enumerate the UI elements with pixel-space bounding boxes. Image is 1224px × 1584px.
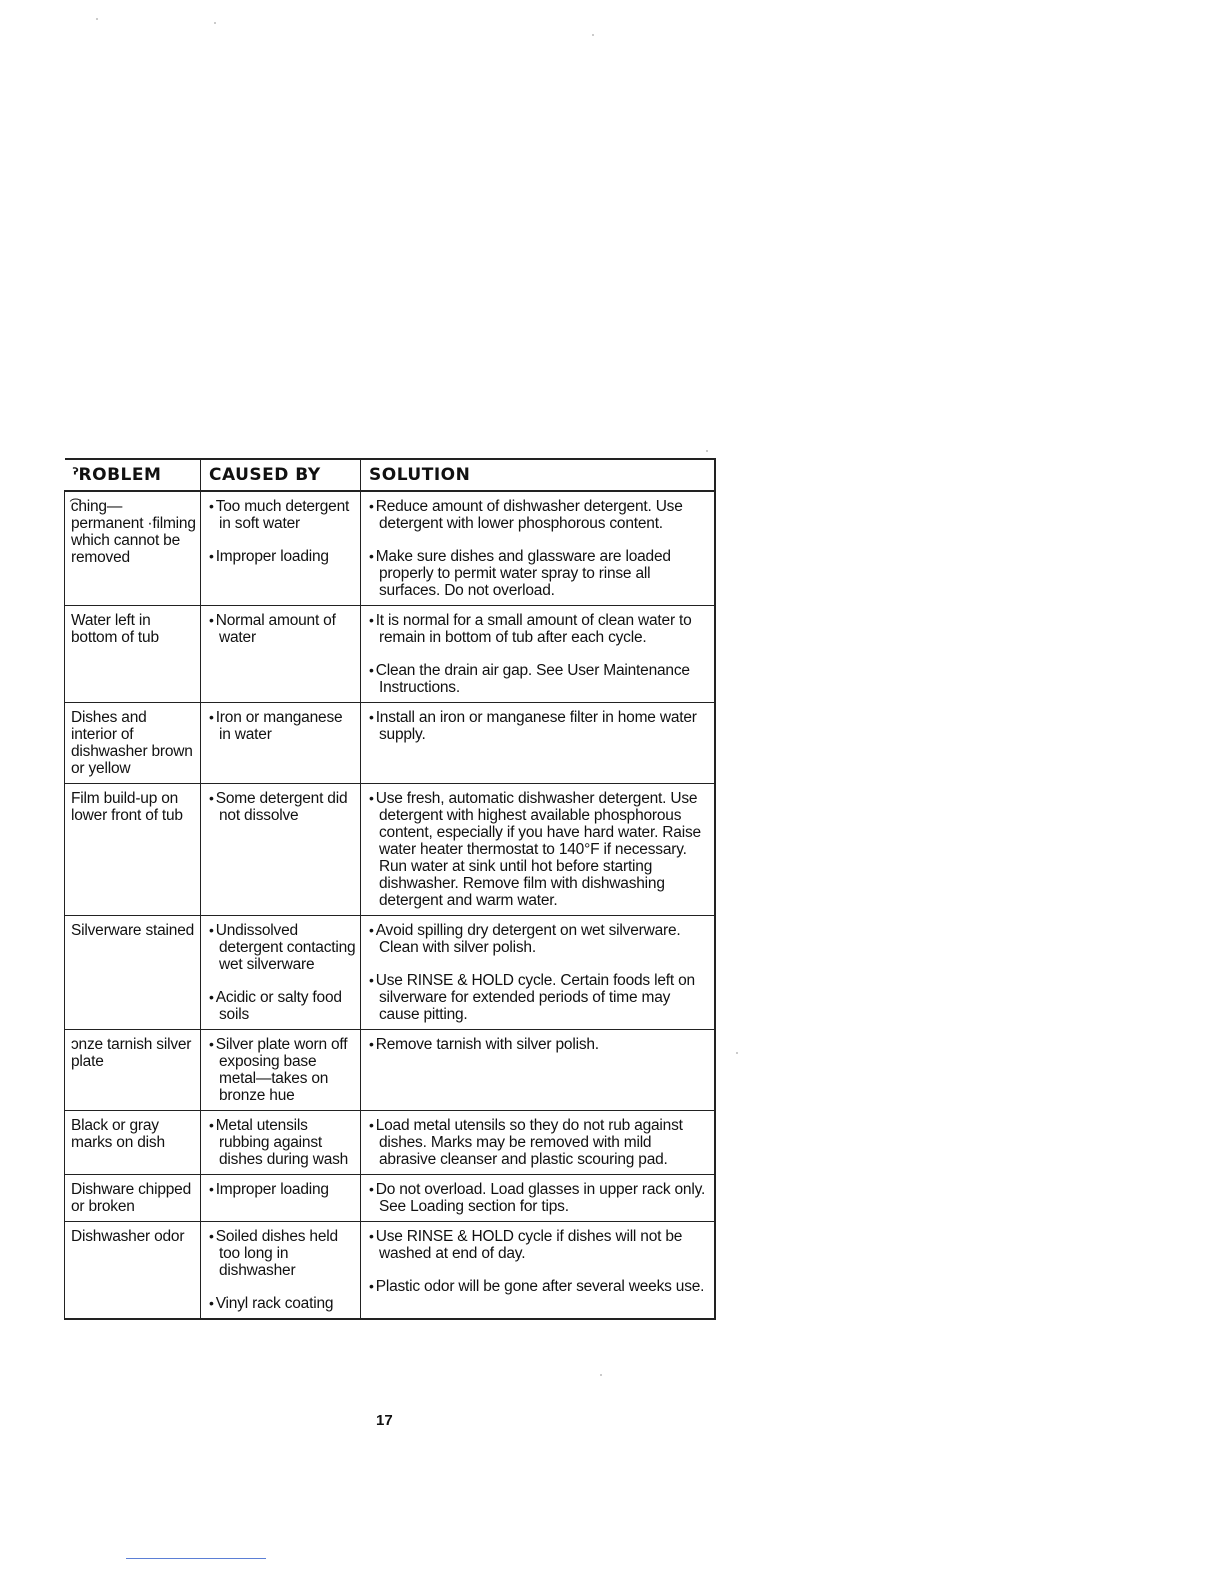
cause-text: Improper loading bbox=[215, 548, 329, 565]
bullet-icon: • bbox=[209, 922, 214, 938]
problem-text: Dishes and interior of dishwasher brown or yellow bbox=[71, 709, 193, 777]
cause-item bbox=[207, 989, 356, 1023]
cause-text: Silver plate worn off exposing base metal—takes on bronze hue bbox=[215, 1036, 348, 1104]
bullet-icon: • bbox=[369, 1278, 374, 1294]
problem-cell bbox=[65, 703, 201, 784]
scan-speck bbox=[706, 450, 708, 452]
problem-cell bbox=[65, 784, 201, 916]
cause-item bbox=[207, 498, 356, 532]
bullet-icon: • bbox=[369, 790, 374, 806]
cause-text: Soiled dishes held too long in dishwasher bbox=[215, 1228, 338, 1279]
scan-speck bbox=[214, 22, 216, 24]
table-header-row bbox=[65, 459, 715, 491]
solution-item bbox=[367, 1278, 710, 1295]
bullet-icon: • bbox=[209, 790, 214, 806]
cause-cell bbox=[201, 491, 361, 606]
cause-text: Vinyl rack coating bbox=[215, 1295, 334, 1312]
table-row bbox=[65, 916, 715, 1030]
solution-cell bbox=[361, 1175, 715, 1222]
bullet-icon: • bbox=[369, 662, 374, 678]
solution-text: Load metal utensils so they do not rub against dishes. Marks may be removed with mild abrasive cleanser and plastic scouring pad. bbox=[375, 1117, 683, 1168]
problem-cell bbox=[65, 1030, 201, 1111]
scan-speck bbox=[736, 1052, 738, 1054]
solution-item bbox=[367, 612, 710, 646]
cause-item bbox=[207, 922, 356, 973]
solution-item bbox=[367, 709, 710, 743]
cause-item bbox=[207, 1117, 356, 1168]
header-caused-by: CAUSED BY bbox=[201, 459, 361, 491]
scan-speck bbox=[96, 18, 98, 20]
solution-cell bbox=[361, 1111, 715, 1175]
cause-item bbox=[207, 612, 356, 646]
problem-text: ɔnze tarnish silver plate bbox=[71, 1036, 192, 1070]
bullet-icon: • bbox=[209, 709, 214, 725]
cause-text: Acidic or salty food soils bbox=[215, 989, 342, 1023]
cause-text: Improper loading bbox=[215, 1181, 329, 1198]
cause-item bbox=[207, 1036, 356, 1104]
bullet-icon: • bbox=[369, 1117, 374, 1133]
header-solution: SOLUTION bbox=[361, 459, 715, 491]
solution-item bbox=[367, 1036, 710, 1053]
table-row bbox=[65, 606, 715, 703]
cause-cell bbox=[201, 1222, 361, 1320]
solution-text: Install an iron or manganese filter in home water supply. bbox=[375, 709, 697, 743]
bullet-icon: • bbox=[369, 612, 374, 628]
solution-text: Use fresh, automatic dishwasher detergent. Use detergent with highest available phosphorous content, especially if you have hard water. Raise water heater thermostat to 140°F if necessary. Run water at sink until hot before starting dishwasher. Remove film with dishwashing detergent and warm water. bbox=[375, 790, 701, 909]
table-body bbox=[65, 491, 715, 1319]
solution-item bbox=[367, 498, 710, 532]
problem-cell bbox=[65, 1175, 201, 1222]
cause-item bbox=[207, 548, 356, 565]
bullet-icon: • bbox=[369, 1036, 374, 1052]
problem-cell bbox=[65, 1222, 201, 1320]
cause-item bbox=[207, 1228, 356, 1279]
solution-item bbox=[367, 922, 710, 956]
table-row bbox=[65, 491, 715, 606]
solution-text: Use RINSE & HOLD cycle if dishes will not be washed at end of day. bbox=[375, 1228, 683, 1262]
problem-cell bbox=[65, 606, 201, 703]
cause-item bbox=[207, 709, 356, 743]
table-row bbox=[65, 784, 715, 916]
solution-cell bbox=[361, 606, 715, 703]
bullet-icon: • bbox=[209, 612, 214, 628]
problem-text: Silverware stained bbox=[71, 922, 195, 939]
solution-cell bbox=[361, 916, 715, 1030]
solution-text: Avoid spilling dry detergent on wet silverware. Clean with silver polish. bbox=[375, 922, 681, 956]
scan-speck bbox=[592, 34, 594, 36]
solution-item bbox=[367, 662, 710, 696]
solution-cell bbox=[361, 703, 715, 784]
bullet-icon: • bbox=[209, 548, 214, 564]
solution-text: Do not overload. Load glasses in upper rack only. See Loading section for tips. bbox=[375, 1181, 706, 1215]
problem-text: Dishwasher odor bbox=[71, 1228, 185, 1245]
cause-cell bbox=[201, 1030, 361, 1111]
bullet-icon: • bbox=[369, 498, 374, 514]
bullet-icon: • bbox=[209, 1036, 214, 1052]
cause-text: Normal amount of water bbox=[215, 612, 336, 646]
bullet-icon: • bbox=[369, 548, 374, 564]
cause-cell bbox=[201, 784, 361, 916]
cause-cell bbox=[201, 703, 361, 784]
solution-item bbox=[367, 1228, 710, 1262]
solution-cell bbox=[361, 1030, 715, 1111]
solution-item bbox=[367, 972, 710, 1023]
bullet-icon: • bbox=[209, 1295, 214, 1311]
cause-cell bbox=[201, 606, 361, 703]
cause-text: Undissolved detergent contacting wet silverware bbox=[215, 922, 356, 973]
bullet-icon: • bbox=[209, 1117, 214, 1133]
solution-cell bbox=[361, 491, 715, 606]
page-number: 17 bbox=[376, 1412, 393, 1429]
bullet-icon: • bbox=[369, 1228, 374, 1244]
cause-cell bbox=[201, 1175, 361, 1222]
problem-text: Black or gray marks on dish bbox=[71, 1117, 165, 1151]
bullet-icon: • bbox=[209, 498, 214, 514]
table-row bbox=[65, 703, 715, 784]
cause-cell bbox=[201, 1111, 361, 1175]
table-row bbox=[65, 1030, 715, 1111]
bullet-icon: • bbox=[369, 1181, 374, 1197]
solution-item bbox=[367, 1117, 710, 1168]
solution-text: Make sure dishes and glassware are loaded properly to permit water spray to rinse all surfaces. Do not overload. bbox=[375, 548, 671, 599]
solution-item bbox=[367, 790, 710, 909]
table-row bbox=[65, 1175, 715, 1222]
bullet-icon: • bbox=[369, 922, 374, 938]
cause-text: Iron or manganese in water bbox=[215, 709, 343, 743]
table-row bbox=[65, 1222, 715, 1320]
problem-text: Dishware chipped or broken bbox=[71, 1181, 192, 1215]
bullet-icon: • bbox=[369, 709, 374, 725]
solution-text: Remove tarnish with silver polish. bbox=[375, 1036, 599, 1053]
cause-text: Too much detergent in soft water bbox=[215, 498, 350, 532]
scan-speck bbox=[600, 1374, 602, 1376]
solution-text: Reduce amount of dishwasher detergent. Use detergent with lower phosphorous content. bbox=[375, 498, 683, 532]
solution-text: Clean the drain air gap. See User Maintenance Instructions. bbox=[375, 662, 690, 696]
problem-text: Film build-up on lower front of tub bbox=[71, 790, 183, 824]
problem-cell bbox=[65, 491, 201, 606]
footer-rule bbox=[126, 1558, 266, 1559]
solution-text: Use RINSE & HOLD cycle. Certain foods left on silverware for extended periods of time may cause pitting. bbox=[375, 972, 695, 1023]
cause-item bbox=[207, 1295, 356, 1312]
solution-text: It is normal for a small amount of clean water to remain in bottom of tub after each cycle. bbox=[375, 612, 692, 646]
bullet-icon: • bbox=[369, 972, 374, 988]
problem-cell bbox=[65, 1111, 201, 1175]
bullet-icon: • bbox=[209, 1228, 214, 1244]
bullet-icon: • bbox=[209, 989, 214, 1005]
problem-text: Water left in bottom of tub bbox=[71, 612, 159, 646]
solution-cell bbox=[361, 1222, 715, 1320]
troubleshooting-table bbox=[64, 458, 716, 1320]
solution-item bbox=[367, 1181, 710, 1215]
header-problem: ˀROBLEM bbox=[65, 459, 201, 491]
cause-item bbox=[207, 790, 356, 824]
cause-cell bbox=[201, 916, 361, 1030]
bullet-icon: • bbox=[209, 1181, 214, 1197]
problem-cell bbox=[65, 916, 201, 1030]
problem-text: ͡ching— permanent ·filming which cannot be removed bbox=[71, 498, 196, 566]
cause-item bbox=[207, 1181, 356, 1198]
solution-item bbox=[367, 548, 710, 599]
solution-cell bbox=[361, 784, 715, 916]
cause-text: Metal utensils rubbing against dishes during wash bbox=[215, 1117, 349, 1168]
table-row bbox=[65, 1111, 715, 1175]
cause-text: Some detergent did not dissolve bbox=[215, 790, 348, 824]
solution-text: Plastic odor will be gone after several weeks use. bbox=[375, 1278, 705, 1295]
